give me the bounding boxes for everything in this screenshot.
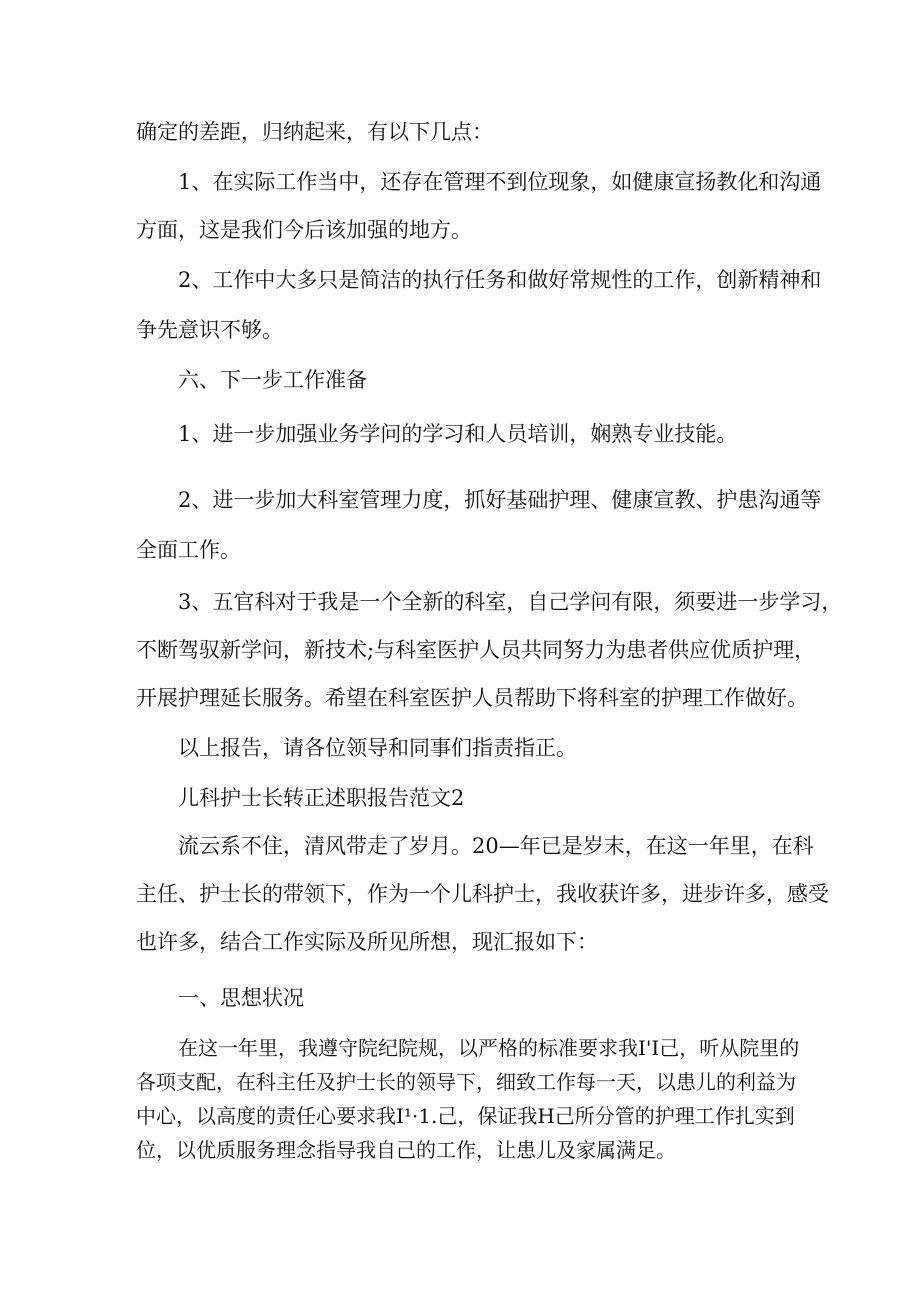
section-heading: 六、下一步工作准备 bbox=[178, 368, 367, 392]
text-line: 流云系不住，清风带走了岁月。20—年已是岁末，在这一年里，在科 bbox=[178, 834, 814, 858]
text-line: 中心，以高度的责任心要求我I¹·1.己，保证我H己所分管的护理工作扎实到 bbox=[136, 1104, 795, 1128]
text-line: 1、在实际工作当中，还存在管理不到位现象，如健康宣扬教化和沟通 bbox=[178, 170, 822, 194]
text-line: 以上报告，请各位领导和同事们指责指正。 bbox=[178, 736, 577, 760]
article-title: 儿科护士长转正述职报告范文2 bbox=[178, 786, 465, 810]
text-line: 2、进一步加大科室管理力度，抓好基础护理、健康宣教、护患沟通等 bbox=[178, 488, 822, 512]
text-line: 1、进一步加强业务学问的学习和人员培训，娴熟专业技能。 bbox=[178, 422, 738, 446]
text-line: 也许多，结合工作实际及所见所想，现汇报如下： bbox=[136, 930, 598, 954]
text-line: 确定的差距，归纳起来，有以下几点： bbox=[136, 120, 493, 144]
text-line: 位，以优质服务理念指导我自己的工作，让患儿及家属满足。 bbox=[136, 1138, 676, 1162]
text-line: 主任、护士长的带领下，作为一个儿科护士，我收获许多，进步许多，感受 bbox=[136, 882, 829, 906]
text-line: 各项支配，在科主任及护士长的领导下，细致工作每一天，以患儿的利益为 bbox=[136, 1070, 796, 1094]
text-line: 开展护理延长服务。希望在科室医护人员帮助下将科室的护理工作做好。 bbox=[136, 686, 808, 710]
text-line: 全面工作。 bbox=[136, 538, 241, 562]
text-line: 争先意识不够。 bbox=[136, 318, 283, 342]
text-line: 不断驾驭新学问，新技术;与科室医护人员共同努力为患者供应优质护理， bbox=[136, 638, 816, 662]
text-line: 方面，这是我们今后该加强的地方。 bbox=[136, 218, 472, 242]
text-line: 2、工作中大多只是简洁的执行任务和做好常规性的工作，创新精神和 bbox=[178, 268, 822, 292]
text-line: 3、五官科对于我是一个全新的科室，自己学问有限，须要进一步学习， bbox=[178, 590, 843, 614]
section-heading: 一、思想状况 bbox=[178, 986, 304, 1010]
text-line: 在这一年里，我遵守院纪院规，以严格的标准要求我I'I己，听从院里的 bbox=[178, 1036, 800, 1060]
